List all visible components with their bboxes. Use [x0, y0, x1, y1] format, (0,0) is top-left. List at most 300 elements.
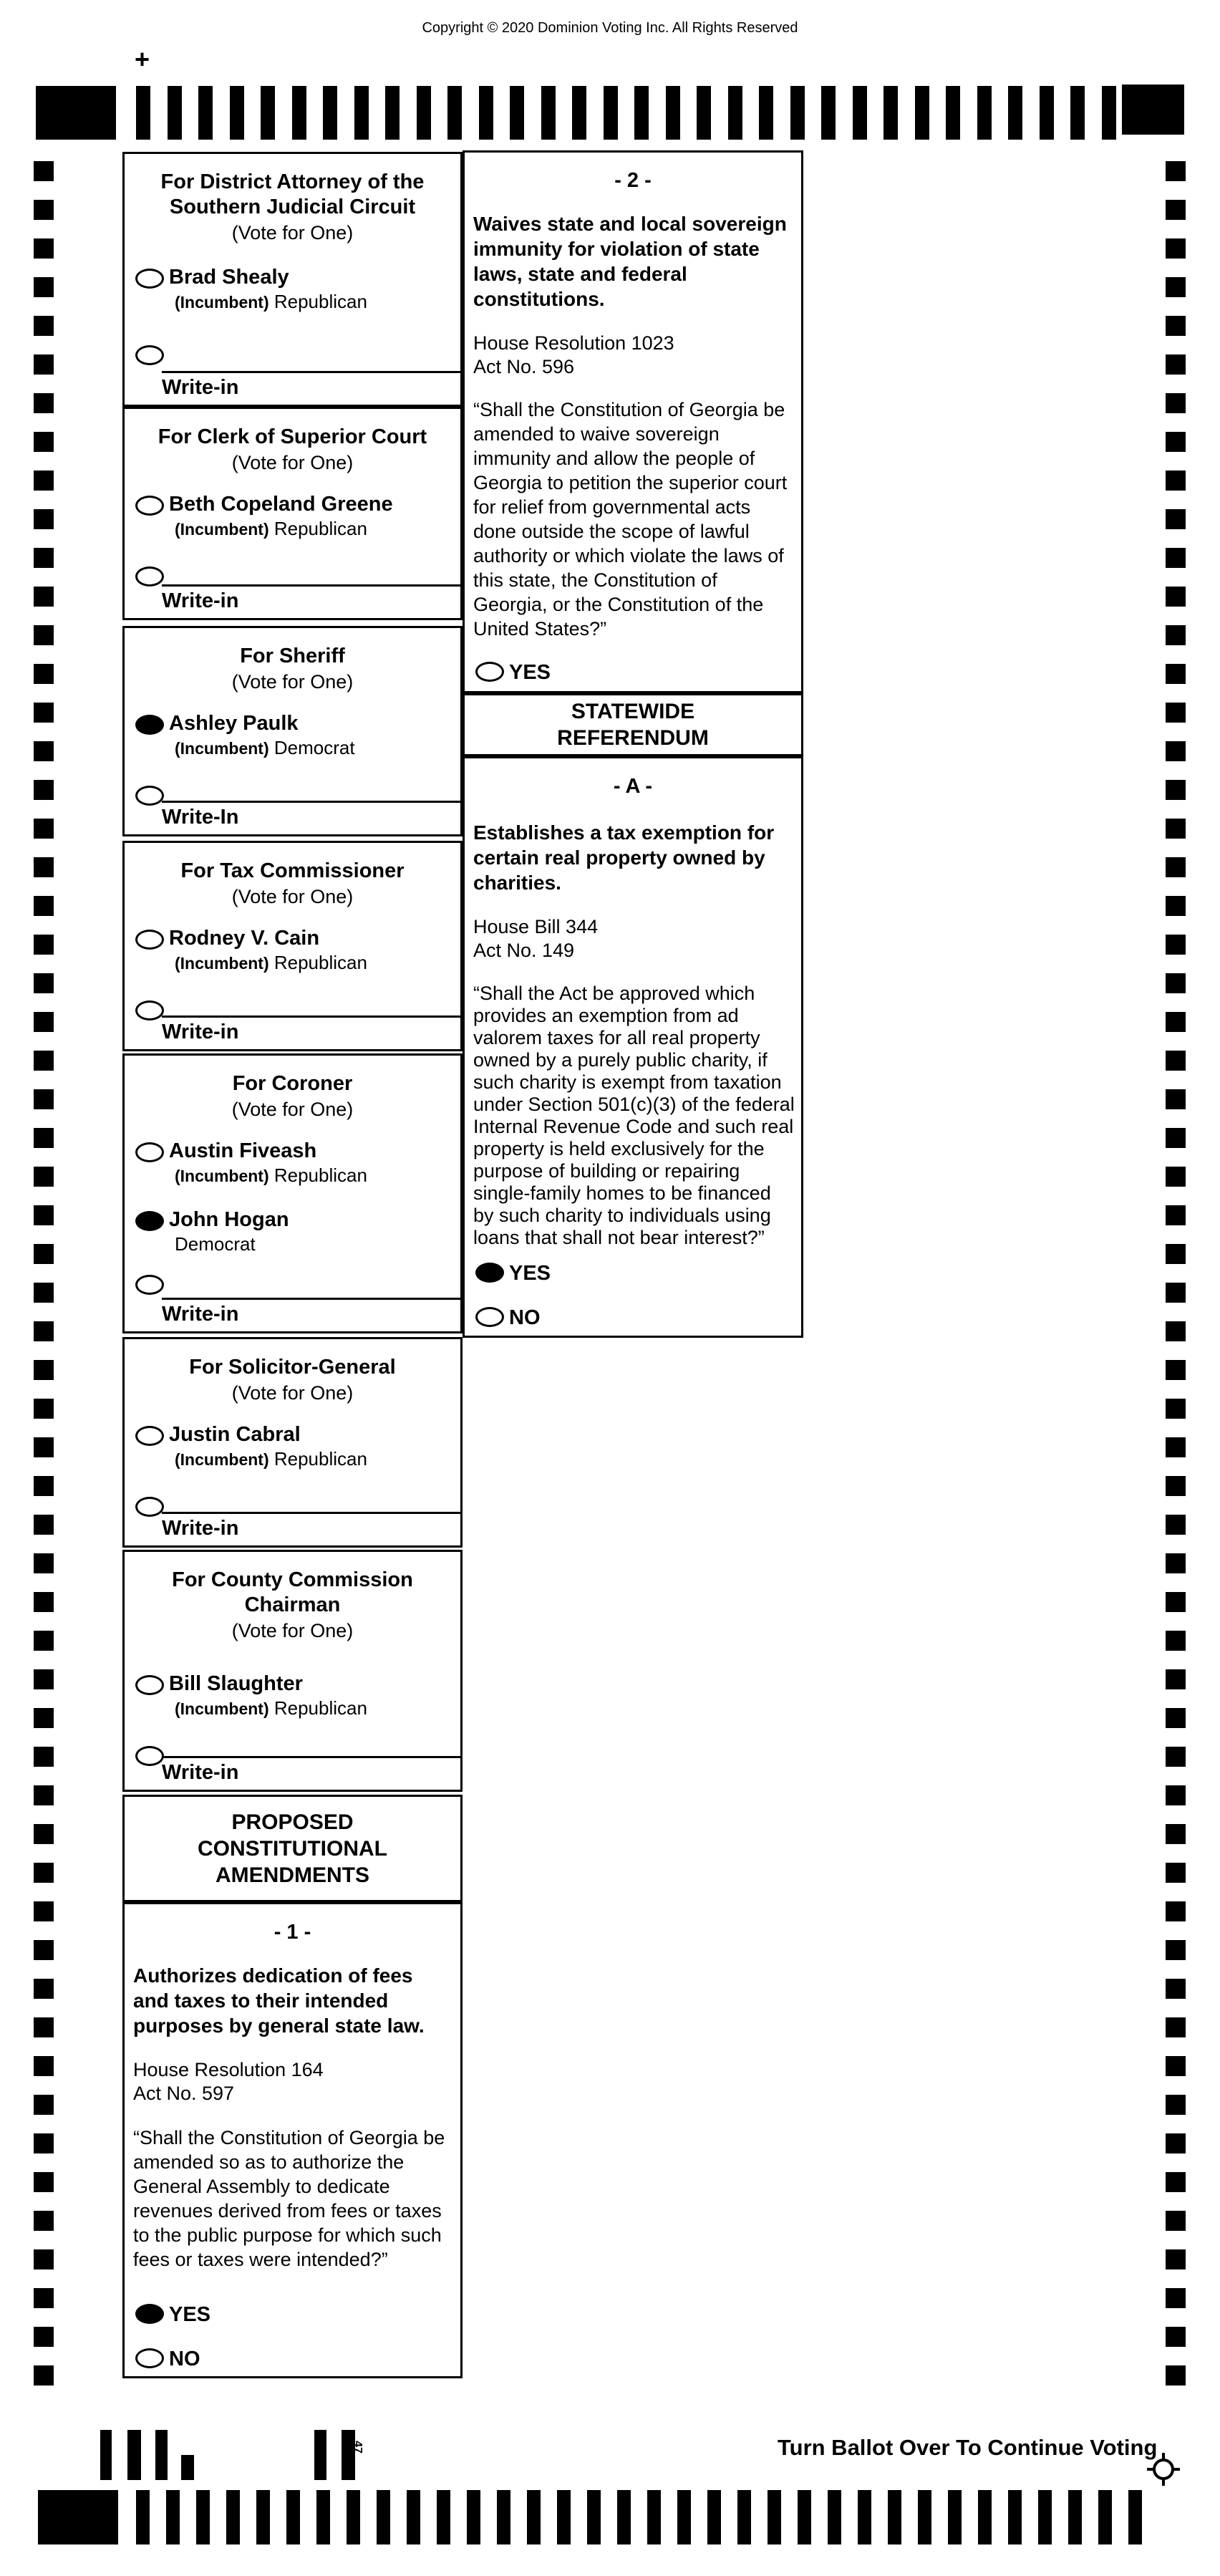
timing-mark	[34, 316, 54, 336]
timing-mark	[634, 86, 649, 140]
timing-mark	[292, 86, 306, 140]
measure-references	[473, 915, 791, 963]
timing-mark	[1068, 2490, 1082, 2544]
stub-barcode-bar	[342, 2430, 355, 2480]
timing-mark	[1166, 2017, 1186, 2037]
write-in-label: Write-in	[162, 1021, 239, 1043]
timing-mark	[572, 86, 586, 140]
registration-plus-mark: +	[135, 44, 150, 74]
contest-county-commission-chairman	[122, 1550, 463, 1792]
timing-mark	[34, 2095, 54, 2115]
stub-barcode-bar	[127, 2430, 141, 2480]
timing-mark	[34, 2327, 54, 2347]
timing-mark	[226, 2490, 240, 2544]
candidate-name: Ashley Paulk	[169, 712, 299, 735]
timing-mark	[1166, 1167, 1186, 1187]
timing-mark	[1166, 2288, 1186, 2308]
candidate-name: Brad Shealy	[169, 266, 289, 289]
write-in-label: Write-in	[162, 1303, 239, 1326]
stub-barcode-bar	[155, 2430, 168, 2480]
vote-oval[interactable]	[135, 715, 164, 735]
timing-mark	[385, 86, 400, 140]
write-in-oval[interactable]	[135, 566, 164, 587]
timing-mark	[34, 1399, 54, 1419]
timing-mark	[34, 238, 54, 259]
timing-mark	[34, 1785, 54, 1805]
contest-title: For Clerk of Superior Court	[158, 425, 427, 448]
timing-mark	[34, 1051, 54, 1071]
timing-mark	[437, 2490, 450, 2544]
incumbent-label: (Incumbent)	[175, 1167, 269, 1185]
timing-mark	[1166, 1592, 1186, 1612]
timing-mark	[38, 2490, 118, 2544]
timing-mark	[1166, 1669, 1186, 1689]
timing-mark	[467, 2490, 480, 2544]
candidate-row	[125, 926, 460, 975]
candidate-name: Bill Slaughter	[169, 1672, 303, 1695]
no-oval[interactable]	[135, 2348, 164, 2368]
timing-mark	[1166, 1940, 1186, 1960]
timing-mark	[1166, 1515, 1186, 1535]
candidate-party	[169, 1164, 460, 1187]
timing-mark	[34, 1863, 54, 1883]
candidate-row	[125, 1207, 460, 1256]
contest-title: For Tax Commissioner	[180, 859, 405, 882]
incumbent-label: (Incumbent)	[175, 1699, 269, 1718]
vote-for-instruction: (Vote for One)	[231, 1099, 354, 1120]
measure-question: “Shall the Constitution of Georgia be amended so as to authorize the General Assembly to dedicate revenues derived from fees or taxes to the public purpose for which such fees or taxes were intended?”	[133, 2127, 445, 2270]
timing-mark	[1166, 935, 1186, 955]
timing-mark	[34, 780, 54, 800]
party-label: Democrat	[175, 1233, 256, 1255]
timing-mark	[286, 2490, 300, 2544]
measure-number: - A -	[613, 775, 653, 798]
contest-sheriff	[122, 626, 463, 836]
candidate-party	[169, 952, 460, 975]
timing-mark	[1166, 703, 1186, 723]
write-in-label: Write-in	[162, 1517, 239, 1540]
write-in-oval[interactable]	[135, 786, 164, 806]
statewide-referendum-header	[463, 693, 803, 756]
timing-mark	[915, 86, 929, 140]
timing-mark	[1166, 2056, 1186, 2076]
party-label: Democrat	[273, 737, 355, 758]
timing-mark	[136, 86, 150, 140]
registration-target-icon	[1146, 2452, 1181, 2486]
timing-mark	[1166, 1321, 1186, 1341]
write-in-area[interactable]	[162, 371, 460, 405]
timing-mark	[34, 432, 54, 452]
timing-mark	[1166, 819, 1186, 839]
timing-mark	[978, 2490, 992, 2544]
timing-mark	[1166, 1012, 1186, 1032]
contest-title: For County Commission Chairman	[172, 1568, 413, 1616]
timing-mark	[1128, 2490, 1142, 2544]
timing-mark	[1166, 2133, 1186, 2153]
stub-barcode-bar	[314, 2430, 326, 2480]
write-in-label: Write-In	[162, 806, 239, 829]
yes-label: YES	[509, 1262, 551, 1285]
timing-mark	[1166, 2095, 1186, 2115]
timing-mark	[1122, 85, 1184, 135]
candidate-party	[169, 1697, 460, 1720]
vote-oval[interactable]	[135, 496, 164, 516]
vote-for-instruction: (Vote for One)	[231, 1620, 354, 1641]
candidate-row	[125, 711, 460, 760]
timing-mark	[1166, 973, 1186, 993]
timing-mark	[136, 2490, 150, 2544]
timing-mark	[1166, 1863, 1186, 1883]
measure-summary: Waives state and local sovereign immunity for violation of state laws, state and federal constitutions.	[473, 213, 787, 310]
timing-mark	[1008, 2490, 1022, 2544]
timing-mark	[34, 1631, 54, 1651]
vote-for-instruction: (Vote for One)	[231, 1382, 354, 1404]
measure-number: - 1 -	[273, 1921, 311, 1944]
timing-mark	[1166, 1128, 1186, 1148]
timing-mark	[1166, 1708, 1186, 1728]
timing-mark	[828, 2490, 841, 2544]
candidate-name: Rodney V. Cain	[169, 927, 320, 950]
measure-summary: Authorizes dedication of fees and taxes to their intended purposes by general state law.	[133, 1964, 425, 2037]
party-label: Republican	[273, 952, 367, 973]
timing-mark	[1098, 2490, 1112, 2544]
timing-mark	[617, 2490, 631, 2544]
timing-mark	[34, 1515, 54, 1535]
timing-mark	[853, 86, 867, 140]
turn-ballot-over-text: Turn Ballot Over To Continue Voting	[778, 2435, 1158, 2460]
no-label: NO	[509, 1306, 541, 1329]
contest-clerk-superior-court	[122, 407, 463, 620]
timing-mark	[34, 393, 54, 413]
measure-act: Act No. 149	[473, 940, 575, 961]
timing-mark	[1166, 625, 1186, 645]
party-label: Republican	[273, 291, 367, 312]
timing-mark	[1166, 1089, 1186, 1109]
timing-mark	[198, 86, 213, 140]
timing-mark	[1166, 1051, 1186, 1071]
candidate-party	[169, 737, 460, 760]
timing-mark	[858, 2490, 871, 2544]
write-in-oval[interactable]	[135, 1000, 164, 1021]
timing-mark	[34, 1901, 54, 1921]
timing-mark	[790, 86, 805, 140]
candidate-row	[125, 265, 460, 314]
timing-mark	[1166, 741, 1186, 761]
party-label: Republican	[273, 518, 367, 539]
stub-barcode-bar	[181, 2455, 194, 2480]
timing-mark	[759, 86, 773, 140]
yes-row	[465, 1260, 801, 1289]
vote-oval[interactable]	[135, 269, 164, 289]
stub-number: 47	[351, 2441, 364, 2454]
candidate-party	[169, 1233, 460, 1256]
vote-for-instruction: (Vote for One)	[231, 452, 354, 473]
write-in-area[interactable]	[162, 801, 460, 834]
contest-district-attorney	[122, 152, 463, 407]
candidate-party	[169, 518, 460, 541]
measure-summary: Establishes a tax exemption for certain real property owned by charities.	[473, 821, 775, 894]
timing-mark	[168, 86, 182, 140]
measure-bill: House Resolution 1023	[473, 332, 674, 354]
write-in-label: Write-in	[162, 589, 239, 612]
vote-for-instruction: (Vote for One)	[231, 886, 354, 907]
timing-mark	[36, 86, 116, 140]
timing-mark	[604, 86, 618, 140]
timing-mark	[541, 86, 556, 140]
contest-tax-commissioner	[122, 841, 463, 1051]
timing-mark	[347, 2490, 360, 2544]
timing-mark	[888, 2490, 901, 2544]
measure-act: Act No. 596	[473, 356, 575, 377]
timing-mark	[557, 2490, 571, 2544]
proposed-amendments-header	[122, 1795, 463, 1902]
timing-mark	[1166, 200, 1186, 220]
incumbent-label: (Incumbent)	[175, 293, 269, 312]
timing-mark	[34, 2133, 54, 2153]
timing-mark	[1166, 1283, 1186, 1303]
contest-coroner	[122, 1053, 463, 1333]
timing-mark	[377, 2490, 390, 2544]
timing-mark	[1166, 432, 1186, 452]
incumbent-label: (Incumbent)	[175, 1450, 269, 1469]
incumbent-label: (Incumbent)	[175, 739, 269, 758]
timing-mark	[1166, 1785, 1186, 1805]
timing-mark	[1166, 896, 1186, 916]
timing-mark	[34, 1940, 54, 1960]
timing-mark	[666, 86, 680, 140]
timing-mark	[1166, 161, 1186, 181]
timing-mark	[1166, 393, 1186, 413]
yes-label: YES	[509, 661, 551, 684]
party-label: Republican	[273, 1448, 367, 1470]
write-in-oval[interactable]	[135, 1497, 164, 1517]
yes-oval[interactable]	[475, 1263, 504, 1283]
write-in-oval[interactable]	[135, 1275, 164, 1295]
timing-mark	[34, 703, 54, 723]
timing-mark	[1166, 1553, 1186, 1573]
timing-mark	[697, 86, 711, 140]
empty-candidate-row	[125, 1275, 460, 1299]
timing-mark	[34, 664, 54, 684]
write-in-area[interactable]	[162, 1016, 460, 1049]
measure-question: “Shall the Constitution of Georgia be amended to waive sovereign immunity and allow the people of Georgia to petition the superior court for relief from governmental acts done outside the scope of lawful authority or which violate the laws of this state, the Constitution of Georgia, or the Constitution of the United States?”	[473, 399, 788, 640]
timing-mark	[1166, 2249, 1186, 2269]
timing-mark	[447, 86, 462, 140]
timing-mark	[261, 86, 275, 140]
timing-mark	[34, 1669, 54, 1689]
candidate-name: Beth Copeland Greene	[169, 493, 393, 516]
timing-mark	[1166, 664, 1186, 684]
timing-mark	[34, 1747, 54, 1767]
candidate-name: John Hogan	[169, 1208, 289, 1231]
write-in-label: Write-in	[162, 376, 239, 399]
yes-oval[interactable]	[475, 662, 504, 682]
timing-mark	[798, 2490, 811, 2544]
timing-mark	[230, 86, 244, 140]
write-in-area[interactable]	[162, 1512, 460, 1545]
timing-mark	[1166, 2211, 1186, 2231]
timing-mark	[510, 86, 524, 140]
candidate-name: Austin Fiveash	[169, 1139, 317, 1162]
timing-mark	[34, 1979, 54, 1999]
timing-mark	[354, 86, 369, 140]
timing-mark	[34, 1437, 54, 1457]
measure-act: Act No. 597	[133, 2083, 235, 2104]
candidate-name: Justin Cabral	[169, 1423, 301, 1446]
timing-mark	[768, 2490, 781, 2544]
timing-mark	[479, 86, 493, 140]
timing-mark	[34, 1167, 54, 1187]
incumbent-label: (Incumbent)	[175, 954, 269, 973]
timing-mark	[1166, 238, 1186, 259]
measure-amendment-2	[463, 150, 803, 693]
section-header-text: STATEWIDE REFERENDUM	[557, 700, 709, 750]
write-in-area[interactable]	[162, 1298, 460, 1331]
timing-mark	[1166, 277, 1186, 297]
timing-mark	[34, 354, 54, 375]
write-in-area[interactable]	[162, 1756, 460, 1790]
timing-mark	[1166, 1360, 1186, 1380]
timing-mark	[1166, 548, 1186, 568]
timing-mark	[1166, 1747, 1186, 1767]
timing-mark	[1166, 1979, 1186, 1999]
timing-mark	[34, 1012, 54, 1032]
timing-mark	[323, 86, 337, 140]
measure-amendment-1	[122, 1902, 463, 2378]
timing-mark	[918, 2490, 931, 2544]
timing-mark	[737, 2490, 751, 2544]
timing-mark	[34, 973, 54, 993]
timing-mark	[34, 1360, 54, 1380]
no-oval[interactable]	[475, 1307, 504, 1327]
timing-mark	[1166, 1399, 1186, 1419]
timing-mark	[166, 2490, 180, 2544]
timing-mark	[34, 2211, 54, 2231]
no-label: NO	[169, 2348, 200, 2370]
candidate-row	[125, 492, 460, 541]
timing-mark	[34, 1321, 54, 1341]
timing-mark	[34, 509, 54, 529]
timing-mark	[34, 1128, 54, 1148]
measure-number: - 2 -	[614, 169, 652, 192]
contest-title: For Sheriff	[240, 645, 345, 667]
vote-oval[interactable]	[135, 1675, 164, 1695]
timing-mark	[1008, 86, 1022, 140]
timing-mark	[977, 86, 992, 140]
yes-oval[interactable]	[135, 2304, 164, 2324]
timing-mark	[316, 2490, 330, 2544]
timing-mark	[34, 471, 54, 491]
timing-mark	[1038, 2490, 1052, 2544]
no-row	[465, 1305, 801, 1333]
timing-mark	[407, 2490, 420, 2544]
vote-oval[interactable]	[135, 1426, 164, 1446]
measure-references	[473, 332, 791, 379]
timing-mark	[34, 1592, 54, 1612]
timing-mark	[34, 1553, 54, 1573]
timing-mark	[1166, 1824, 1186, 1844]
measure-bill: House Resolution 164	[133, 2059, 324, 2080]
empty-candidate-row	[125, 345, 460, 370]
timing-mark	[34, 1824, 54, 1844]
timing-mark	[1166, 587, 1186, 607]
timing-mark	[34, 548, 54, 568]
timing-mark	[677, 2490, 691, 2544]
timing-mark	[34, 2288, 54, 2308]
timing-mark	[587, 2490, 601, 2544]
write-in-oval[interactable]	[135, 345, 164, 365]
party-label: Republican	[273, 1164, 367, 1186]
timing-mark	[34, 277, 54, 297]
timing-mark	[34, 587, 54, 607]
timing-mark	[34, 2172, 54, 2192]
yes-row	[125, 2302, 460, 2330]
measure-references	[133, 2058, 450, 2105]
write-in-area[interactable]	[162, 584, 460, 618]
timing-mark	[34, 1283, 54, 1303]
timing-mark	[946, 86, 960, 140]
timing-mark	[883, 86, 898, 140]
timing-mark	[1166, 857, 1186, 877]
timing-mark	[1040, 86, 1054, 140]
party-label: Republican	[273, 1697, 367, 1719]
candidate-row	[125, 1671, 460, 1720]
vote-oval[interactable]	[135, 930, 164, 950]
measure-referendum-a	[463, 756, 803, 1338]
timing-mark	[34, 2365, 54, 2386]
timing-mark	[196, 2490, 210, 2544]
timing-mark	[707, 2490, 721, 2544]
timing-mark	[34, 2249, 54, 2269]
timing-mark	[34, 161, 54, 181]
section-header-text: PROPOSED CONSTITUTIONAL AMENDMENTS	[198, 1810, 387, 1887]
timing-mark	[34, 1708, 54, 1728]
vote-oval[interactable]	[135, 1142, 164, 1162]
timing-mark	[728, 86, 742, 140]
timing-mark	[34, 2017, 54, 2037]
timing-mark	[1166, 471, 1186, 491]
timing-mark	[34, 1244, 54, 1264]
timing-mark	[1070, 86, 1085, 140]
measure-question: “Shall the Act be approved which provides an exemption from ad valorem taxes for all real property owned by a purely public charity, if such charity is exempt from taxation under Section 501(c)(3) of the federal Internal Revenue Code and such real property is held exclusively for the purpose of building or repairing single-family homes to be financed by such charity to individuals using loans that shall not bear interest?”	[473, 983, 795, 1248]
timing-mark	[34, 819, 54, 839]
yes-label: YES	[169, 2303, 211, 2326]
timing-mark	[256, 2490, 270, 2544]
timing-mark	[1166, 2172, 1186, 2192]
candidate-party	[169, 291, 460, 314]
vote-oval[interactable]	[135, 1211, 164, 1231]
timing-mark	[1166, 1205, 1186, 1225]
timing-mark	[1166, 1476, 1186, 1496]
timing-mark	[1166, 354, 1186, 375]
contest-title: For Coroner	[232, 1072, 353, 1095]
yes-row	[465, 660, 801, 688]
candidate-party	[169, 1448, 460, 1471]
write-in-oval[interactable]	[135, 1746, 164, 1766]
timing-mark	[34, 896, 54, 916]
timing-mark	[1166, 1631, 1186, 1651]
write-in-label: Write-in	[162, 1761, 239, 1784]
timing-mark	[34, 1205, 54, 1225]
timing-mark	[34, 1476, 54, 1496]
timing-mark	[1166, 2327, 1186, 2347]
timing-mark	[1166, 780, 1186, 800]
timing-mark	[821, 86, 836, 140]
timing-mark	[1166, 2365, 1186, 2386]
timing-mark	[34, 2056, 54, 2076]
timing-mark	[1166, 509, 1186, 529]
measure-bill: House Bill 344	[473, 916, 599, 937]
